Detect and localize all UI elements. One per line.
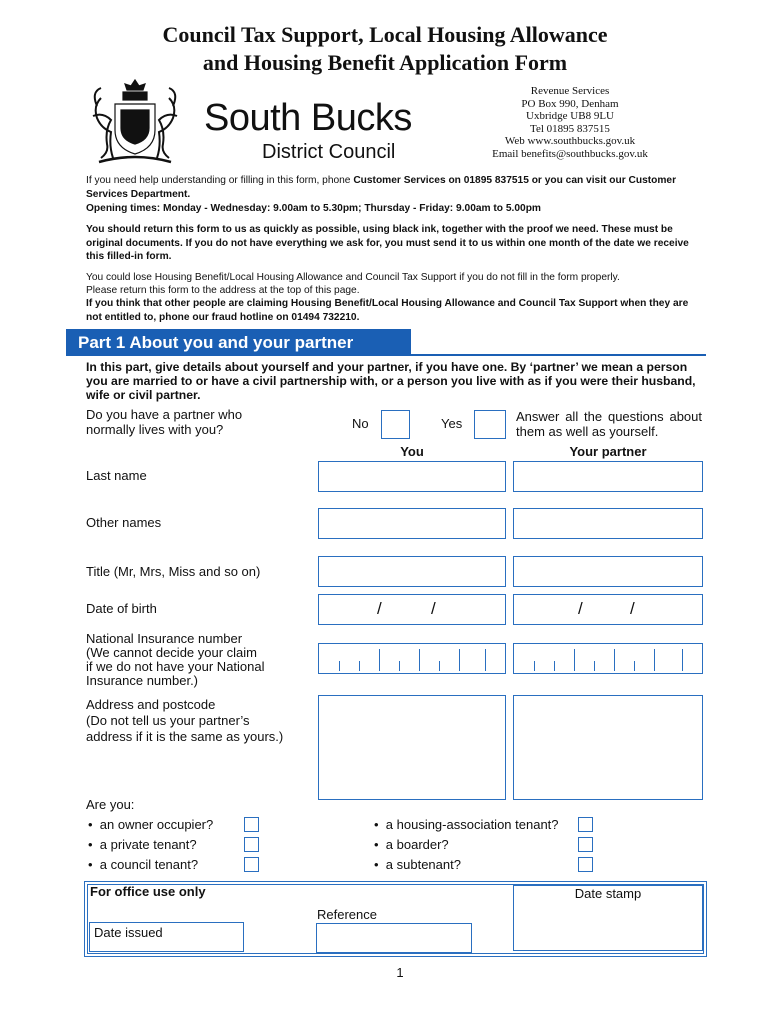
address-label-line: (Do not tell us your partner’s <box>86 713 250 728</box>
office-use-heading: For office use only <box>90 884 206 899</box>
digit-divider <box>439 661 440 671</box>
partner-yes-checkbox[interactable] <box>474 410 506 439</box>
address-label <box>86 697 283 745</box>
partner-no-checkbox[interactable] <box>381 410 410 439</box>
opening-times: Opening times: Monday - Wednesday: 9.00am to 5.30pm; Thursday - Friday: 9.00am to 5.00pm <box>86 203 541 214</box>
other-names-you-input[interactable] <box>318 508 506 539</box>
title-you-input[interactable] <box>318 556 506 587</box>
last-name-you-input[interactable] <box>318 461 506 492</box>
ni-label-line: if we do not have your National <box>86 659 265 674</box>
column-you: You <box>400 444 424 459</box>
date-separator: / <box>578 599 583 618</box>
tenure-option: • a council tenant? <box>88 857 199 872</box>
last-name-label: Last name <box>86 468 147 483</box>
housing-association-checkbox[interactable] <box>578 817 593 832</box>
digit-divider <box>459 649 460 671</box>
digit-divider <box>554 661 555 671</box>
owner-occupier-checkbox[interactable] <box>244 817 259 832</box>
council-subtitle: District Council <box>262 141 396 163</box>
are-you-label: Are you: <box>86 797 135 812</box>
column-partner: Your partner <box>569 444 647 459</box>
dob-partner-input[interactable] <box>513 594 703 625</box>
address-partner-textarea[interactable] <box>513 695 703 800</box>
other-names-partner-input[interactable] <box>513 508 703 539</box>
tenure-option: • an owner occupier? <box>88 817 214 832</box>
other-names-label: Other names <box>86 515 162 530</box>
subtenant-checkbox[interactable] <box>578 857 593 872</box>
ni-label-line: Insurance number.) <box>86 673 199 688</box>
digit-divider <box>339 661 340 671</box>
digit-divider <box>594 661 595 671</box>
no-label: No <box>352 416 369 431</box>
digit-divider <box>379 649 380 671</box>
ni-label-line: National Insurance number <box>86 631 243 646</box>
ni-number-partner-input[interactable] <box>513 643 703 674</box>
fraud-hotline-note: If you think that other people are claiming Housing Benefit/Local Housing Allowance and Council Tax Support when they are not entitled to, phone our fraud hotline on 01494 732210. <box>86 298 689 323</box>
address-line: PO Box 990, Denham <box>521 97 619 110</box>
date-of-birth-label: Date of birth <box>86 601 157 616</box>
return-address-note: Please return this form to the address at the top of this page. <box>86 285 360 296</box>
digit-divider <box>359 661 360 671</box>
form-title-line-2: and Housing Benefit Application Form <box>202 50 568 75</box>
digit-divider <box>399 661 400 671</box>
help-text: If you need help understanding or filling in this form, phone <box>86 175 354 186</box>
address-line: Revenue Services <box>530 85 610 97</box>
customer-services-text: Customer Services on 01895 837515 or you can visit our Customer Services Department. <box>86 175 677 200</box>
tenure-option-label: an owner occupier? <box>99 817 214 832</box>
council-crest-icon <box>85 76 185 172</box>
council-name: South Bucks <box>204 97 412 139</box>
tenure-option: • a housing-association tenant? <box>374 817 559 832</box>
tenure-option-label: a boarder? <box>385 837 449 852</box>
digit-divider <box>574 649 575 671</box>
address-line: Tel 01895 837515 <box>530 122 610 135</box>
tenure-option-label: a private tenant? <box>99 837 197 852</box>
address-line: Uxbridge UB8 9LU <box>526 110 614 122</box>
ni-label-line: (We cannot decide your claim <box>86 645 258 660</box>
form-title-line-1: Council Tax Support, Local Housing Allowance <box>162 22 608 47</box>
dob-you-input[interactable] <box>318 594 506 625</box>
digit-divider <box>654 649 655 671</box>
reference-input[interactable] <box>316 923 472 953</box>
digit-divider <box>485 649 486 671</box>
part-1-intro: In this part, give details about yourself and your partner, if you have one. By ‘partner’ we mean a person you are married to or have a civil partnership with, or a person you live with as if you were their husband, wife or civil partner. <box>86 360 696 402</box>
last-name-partner-input[interactable] <box>513 461 703 492</box>
help-paragraph <box>86 174 696 201</box>
address-label-line: Address and postcode <box>86 697 216 712</box>
date-separator: / <box>630 599 635 618</box>
ni-number-you-input[interactable] <box>318 643 506 674</box>
digit-divider <box>419 649 420 671</box>
title-partner-input[interactable] <box>513 556 703 587</box>
council-tenant-checkbox[interactable] <box>244 857 259 872</box>
date-separator: / <box>377 599 382 618</box>
tenure-option-label: a housing-association tenant? <box>385 817 559 832</box>
lose-benefit-warning: You could lose Housing Benefit/Local Housing Allowance and Council Tax Support if you do not fill in the form properly. <box>86 272 620 283</box>
answer-note: Answer all the questions about them as well as yourself. <box>516 409 702 439</box>
date-issued-label: Date issued <box>94 925 163 940</box>
digit-divider <box>534 661 535 671</box>
digit-divider <box>634 661 635 671</box>
tenure-option: • a boarder? <box>374 837 449 852</box>
tenure-option-label: a council tenant? <box>99 857 199 872</box>
yes-label: Yes <box>441 416 463 431</box>
reference-label: Reference <box>317 907 377 922</box>
address-you-textarea[interactable] <box>318 695 506 800</box>
boarder-checkbox[interactable] <box>578 837 593 852</box>
part-1-heading: Part 1 About you and your partner <box>66 329 411 356</box>
digit-divider <box>614 649 615 671</box>
address-line: Email benefits@southbucks.gov.uk <box>492 147 648 160</box>
digit-divider <box>682 649 683 671</box>
partner-question: Do you have a partner who normally lives with you? <box>86 407 243 437</box>
ni-number-label <box>86 632 265 688</box>
tenure-option: • a subtenant? <box>374 857 461 872</box>
date-separator: / <box>431 599 436 618</box>
tenure-option: • a private tenant? <box>88 837 197 852</box>
tenure-option-label: a subtenant? <box>385 857 461 872</box>
council-address <box>470 85 670 160</box>
title-label: Title (Mr, Mrs, Miss and so on) <box>86 564 261 579</box>
address-label-line: address if it is the same as yours.) <box>86 729 284 744</box>
address-line: Web www.southbucks.gov.uk <box>504 135 636 147</box>
page-number: 1 <box>396 965 404 980</box>
return-instructions: You should return this form to us as quickly as possible, using black ink, together with the proof we need. These must be original documents. If you do not have everything we ask for, you must send it to us within one month of the date we receive this filled-in form. <box>86 224 689 262</box>
date-stamp-label: Date stamp <box>574 886 642 901</box>
private-tenant-checkbox[interactable] <box>244 837 259 852</box>
